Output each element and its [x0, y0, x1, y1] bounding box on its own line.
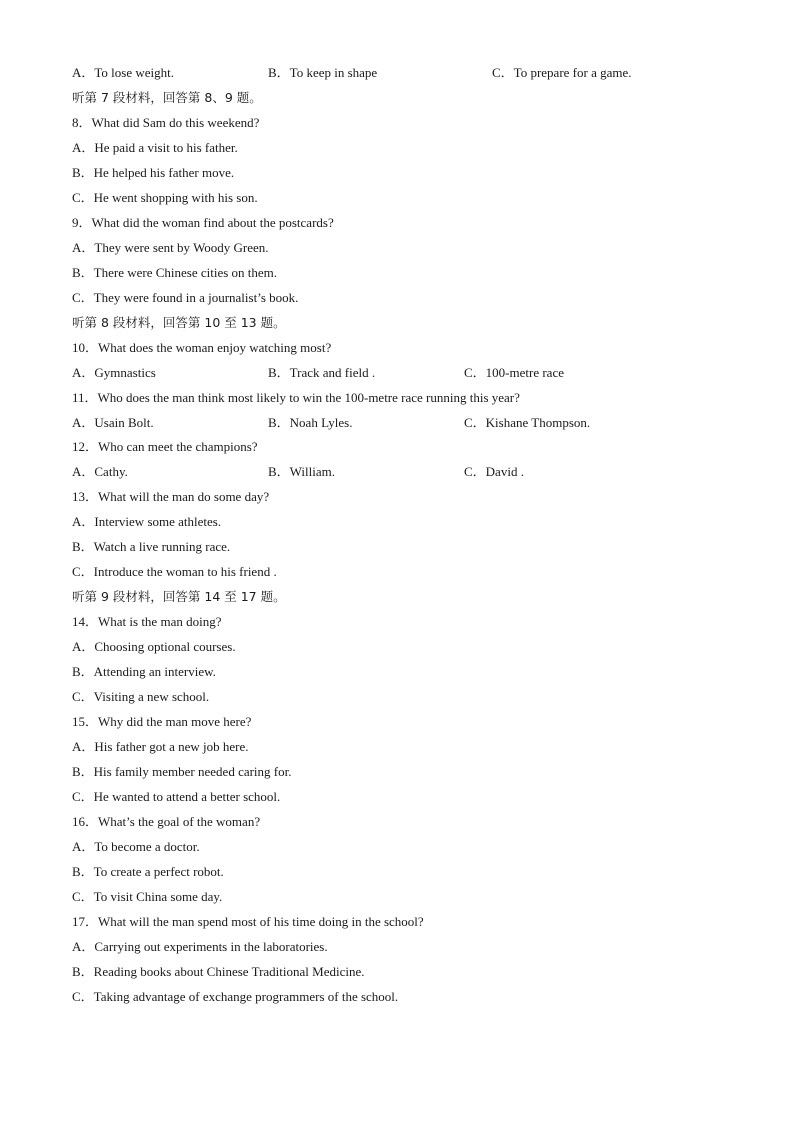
q11-option-a: A．Usain Bolt.	[72, 415, 154, 430]
section-8-heading: 听第 8 段材料，回答第 10 至 13 题。	[72, 315, 286, 330]
q8-stem: 8．What did Sam do this weekend?	[72, 115, 260, 130]
q8-option-a: A．He paid a visit to his father.	[72, 140, 238, 155]
q9-option-a: A．They were sent by Woody Green.	[72, 240, 269, 255]
q13-option-c: C．Introduce the woman to his friend .	[72, 564, 277, 579]
q12-stem: 12．Who can meet the champions?	[72, 439, 258, 454]
q10-stem: 10．What does the woman enjoy watching most?	[72, 340, 332, 355]
q8-option-b: B．He helped his father move.	[72, 165, 235, 180]
q16-option-a: A．To become a doctor.	[72, 839, 200, 854]
q17-option-b: B．Reading books about Chinese Traditional Medicine.	[72, 964, 365, 979]
q17-stem: 17．What will the man spend most of his time doing in the school?	[72, 914, 424, 929]
q9-option-b: B．There were Chinese cities on them.	[72, 265, 278, 280]
q14-stem: 14．What is the man doing?	[72, 614, 222, 629]
q10-option-b: B．Track and field .	[268, 365, 376, 380]
q17-option-a: A．Carrying out experiments in the laboratories.	[72, 939, 328, 954]
q16-stem: 16．What’s the goal of the woman?	[72, 814, 261, 829]
q12-option-a: A．Cathy.	[72, 464, 128, 479]
q16-option-b: B．To create a perfect robot.	[72, 864, 224, 879]
q14-option-b: B．Attending an interview.	[72, 664, 216, 679]
q7-option-b: B．To keep in shape	[268, 65, 378, 80]
q12-option-c: C．David .	[464, 464, 524, 479]
q11-option-b: B．Noah Lyles.	[268, 415, 353, 430]
q13-stem: 13．What will the man do some day?	[72, 489, 270, 504]
q10-option-a: A．Gymnastics	[72, 365, 156, 380]
section-9-heading: 听第 9 段材料，回答第 14 至 17 题。	[72, 589, 286, 604]
q8-option-c: C．He went shopping with his son.	[72, 190, 258, 205]
q11-option-c: C．Kishane Thompson.	[464, 415, 591, 430]
q9-option-c: C．They were found in a journalist’s book.	[72, 290, 299, 305]
q16-option-c: C．To visit China some day.	[72, 889, 223, 904]
q14-option-a: A．Choosing optional courses.	[72, 639, 236, 654]
q13-option-a: A．Interview some athletes.	[72, 514, 222, 529]
q15-option-c: C．He wanted to attend a better school.	[72, 789, 281, 804]
q17-option-c: C．Taking advantage of exchange programmers of the school.	[72, 989, 399, 1004]
q12-option-b: B．William.	[268, 464, 335, 479]
q7-option-a: A．To lose weight.	[72, 65, 174, 80]
q7-option-c: C．To prepare for a game.	[492, 65, 632, 80]
q10-option-c: C．100-metre race	[464, 365, 564, 380]
q15-stem: 15．Why did the man move here?	[72, 714, 252, 729]
q13-option-b: B．Watch a live running race.	[72, 539, 231, 554]
q14-option-c: C．Visiting a new school.	[72, 689, 210, 704]
q15-option-a: A．His father got a new job here.	[72, 739, 249, 754]
section-7-heading: 听第 7 段材料，回答第 8、9 题。	[72, 90, 262, 105]
q15-option-b: B．His family member needed caring for.	[72, 764, 292, 779]
q9-stem: 9．What did the woman find about the postcards?	[72, 215, 334, 230]
q11-stem: 11．Who does the man think most likely to win the 100-metre race running this year?	[72, 390, 520, 405]
